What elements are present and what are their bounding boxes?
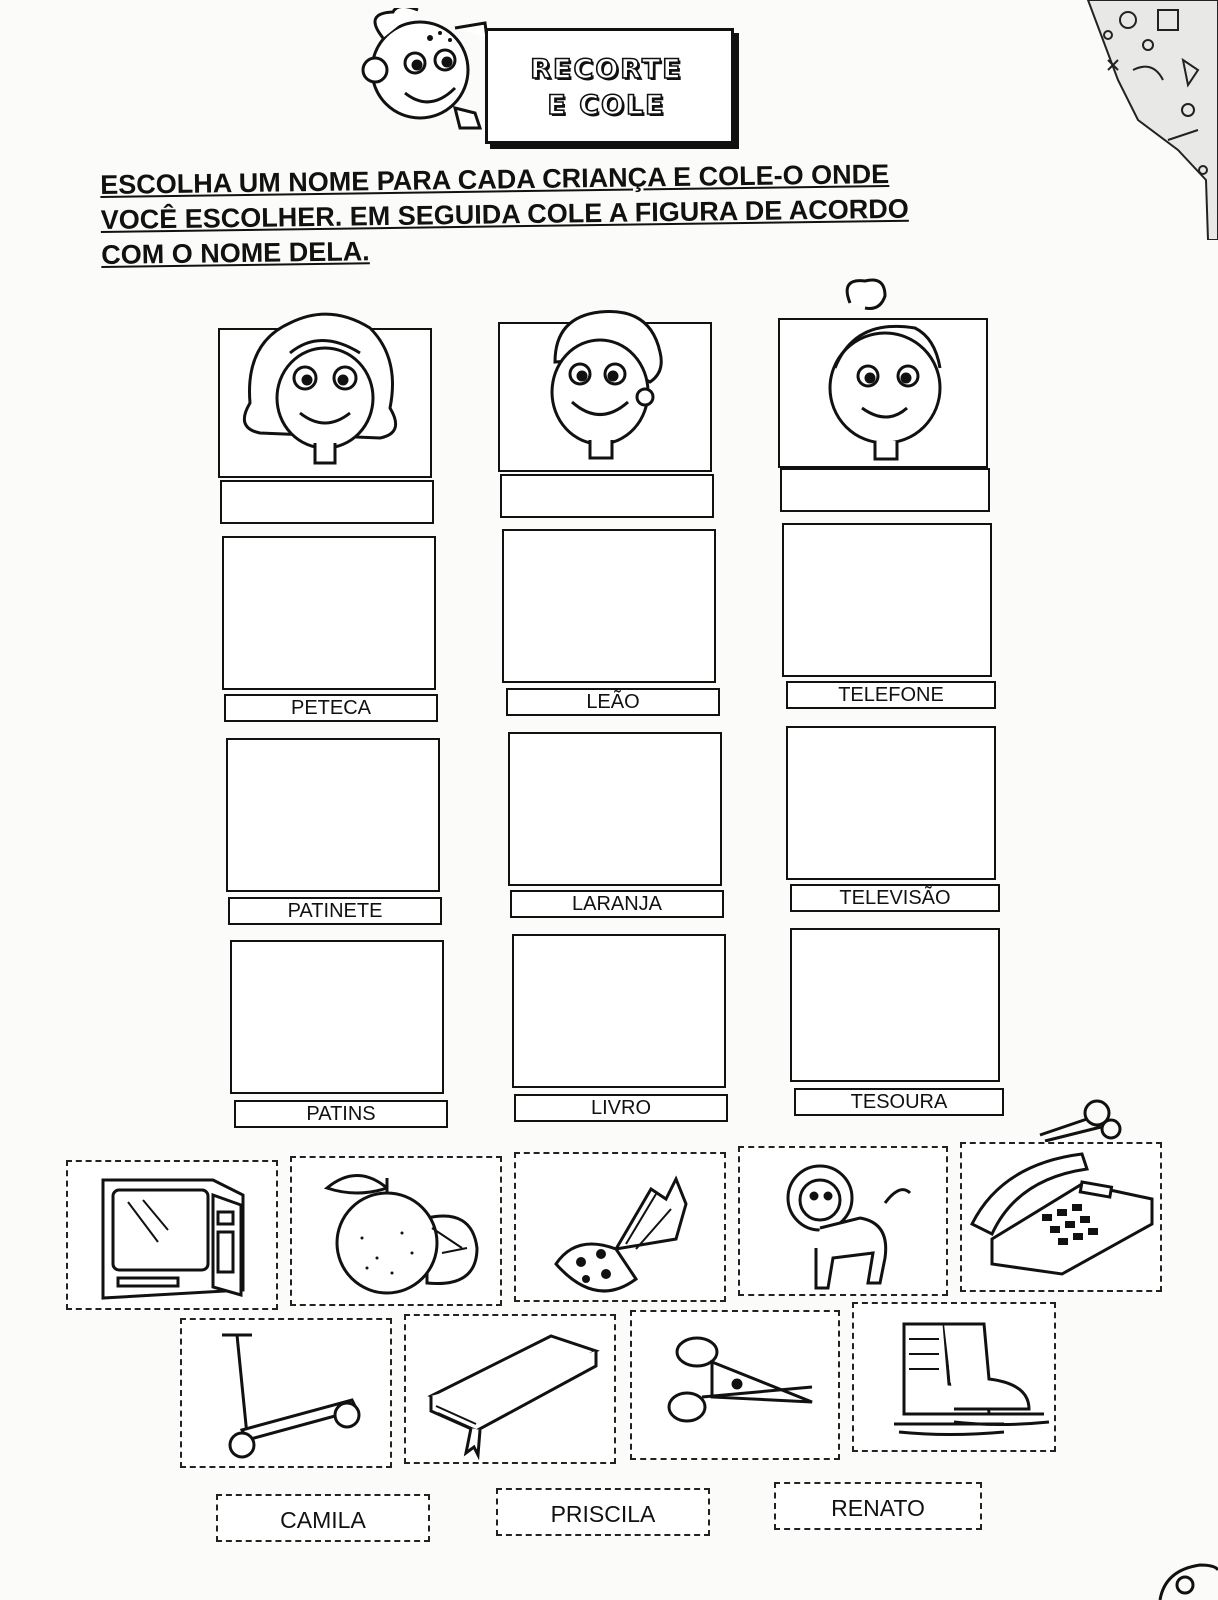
lion-icon (740, 1148, 950, 1298)
paste-slot-leao[interactable] (502, 529, 716, 683)
child-portrait-2 (498, 322, 712, 472)
cutout-shuttlecock[interactable] (514, 1152, 726, 1302)
child-name-slot-2[interactable] (500, 474, 714, 518)
instructions-line-3: COM O NOME DELA. (101, 236, 370, 270)
title-line-1: RECORTE (530, 54, 683, 85)
child-portrait-1 (218, 328, 432, 478)
cutout-ice-skates[interactable] (852, 1302, 1056, 1452)
instructions-text (100, 155, 1041, 273)
orange-icon (292, 1158, 504, 1308)
name-card-camila[interactable]: CAMILA (216, 1494, 430, 1542)
cutout-orange[interactable] (290, 1156, 502, 1306)
corner-mark-icon (1150, 1550, 1218, 1600)
paste-slot-laranja[interactable] (508, 732, 722, 886)
cutout-scooter[interactable] (180, 1318, 392, 1468)
book-icon (406, 1316, 618, 1466)
word-label-televisao: TELEVISÃO (790, 884, 1000, 912)
boy-face-icon (500, 302, 710, 462)
word-label-livro: LIVRO (514, 1094, 728, 1122)
television-icon (68, 1162, 280, 1312)
paste-slot-telefone[interactable] (782, 523, 992, 677)
word-label-peteca: PETECA (224, 694, 438, 722)
ice-skates-icon (854, 1304, 1058, 1454)
boy-mascot-icon (355, 8, 495, 138)
paste-slot-tesoura[interactable] (790, 928, 1000, 1082)
telephone-icon (962, 1144, 1164, 1294)
scissors-icon (632, 1312, 842, 1462)
paste-slot-patinete[interactable] (226, 738, 440, 892)
word-label-tesoura: TESOURA (794, 1088, 1004, 1116)
paste-slot-patins[interactable] (230, 940, 444, 1094)
instructions-line-1: ESCOLHA UM NOME PARA CADA CRIANÇA E COLE-O ONDE (100, 158, 890, 200)
word-label-laranja: LARANJA (510, 890, 724, 918)
paste-slot-televisao[interactable] (786, 726, 996, 880)
instructions-line-2: VOCÊ ESCOLHER. EM SEGUIDA COLE A FIGURA DE ACORDO (100, 193, 909, 235)
word-label-patins: PATINS (234, 1100, 448, 1128)
word-label-leao: LEÃO (506, 688, 720, 716)
paste-slot-livro[interactable] (512, 934, 726, 1088)
name-card-priscila[interactable]: PRISCILA (496, 1488, 710, 1536)
cutout-scissors[interactable] (630, 1310, 840, 1460)
shuttlecock-icon (516, 1154, 728, 1304)
child-name-slot-3[interactable] (780, 468, 990, 512)
scooter-icon (182, 1320, 394, 1470)
cutout-telephone[interactable] (960, 1142, 1162, 1292)
word-label-telefone: TELEFONE (786, 681, 996, 709)
cutout-television[interactable] (66, 1160, 278, 1310)
scissors-cut-marker-icon (1035, 1095, 1125, 1145)
title-line-2: E COLE (547, 90, 666, 121)
girl-ponytail-face-icon (780, 278, 990, 468)
word-label-patinete: PATINETE (228, 897, 442, 925)
name-card-renato[interactable]: RENATO (774, 1482, 982, 1530)
child-portrait-3 (778, 318, 988, 468)
child-name-slot-1[interactable] (220, 480, 434, 524)
cutout-book[interactable] (404, 1314, 616, 1464)
paste-slot-peteca[interactable] (222, 536, 436, 690)
title-badge-text (485, 52, 728, 124)
cutout-lion[interactable] (738, 1146, 948, 1296)
girl-long-hair-face-icon (220, 308, 430, 468)
